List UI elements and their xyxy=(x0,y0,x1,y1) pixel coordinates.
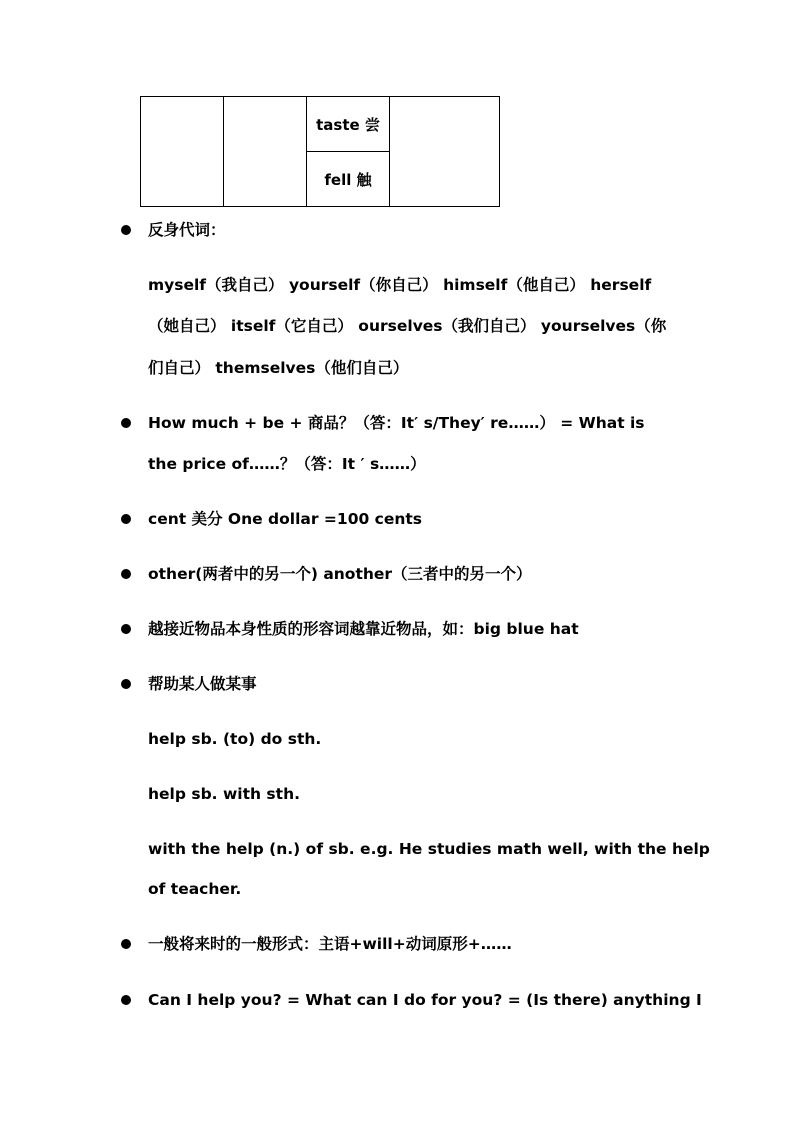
help-line-4: of teacher. xyxy=(148,880,242,898)
future-line: 一般将来时的一般形式：主语+will+动词原形+…… xyxy=(148,935,512,953)
table-cell xyxy=(141,97,224,207)
table-cell-taste: taste 尝 xyxy=(307,97,390,152)
how-much-line-2: the price of……？（答：It ′ s……） xyxy=(148,455,426,473)
table-cell-feel: fell 触 xyxy=(307,152,390,207)
bullet-icon xyxy=(121,225,131,235)
bullet-icon xyxy=(121,418,131,428)
table-cell xyxy=(390,97,500,207)
bullet-icon xyxy=(121,624,131,634)
bullet-icon xyxy=(121,995,131,1005)
bullet-icon xyxy=(121,679,131,689)
bullet-icon xyxy=(121,939,131,949)
reflexive-heading: 反身代词： xyxy=(148,221,226,239)
adjective-order-line: 越接近物品本身性质的形容词越靠近物品，如：big blue hat xyxy=(148,620,579,638)
help-line-1: help sb. (to) do sth. xyxy=(148,730,322,748)
help-line-3: with the help (n.) of sb. e.g. He studies math well, with the help xyxy=(148,840,710,858)
senses-table xyxy=(140,96,500,207)
cent-line: cent 美分 One dollar =100 cents xyxy=(148,510,423,528)
how-much-line-1: How much + be + 商品？（答：It′ s/They′ re……） = What is xyxy=(148,414,645,432)
reflexive-line-1: myself（我自己） yourself（你自己） himself（他自己） herself xyxy=(148,276,652,294)
bullet-icon xyxy=(121,514,131,524)
reflexive-line-2: （她自己） itself（它自己） ourselves（我们自己） yourselves（你 xyxy=(148,317,667,335)
table-row xyxy=(141,97,500,152)
senses-table-container xyxy=(140,96,500,207)
other-line: other(两者中的另一个) another（三者中的另一个） xyxy=(148,565,532,583)
reflexive-line-3: 们自己） themselves（他们自己） xyxy=(148,359,409,377)
help-heading: 帮助某人做某事 xyxy=(148,675,257,693)
bullet-icon xyxy=(121,569,131,579)
table-cell xyxy=(224,97,307,207)
can-i-help-line: Can I help you? = What can I do for you? = (Is there) anything I xyxy=(148,991,702,1009)
help-line-2: help sb. with sth. xyxy=(148,785,300,803)
